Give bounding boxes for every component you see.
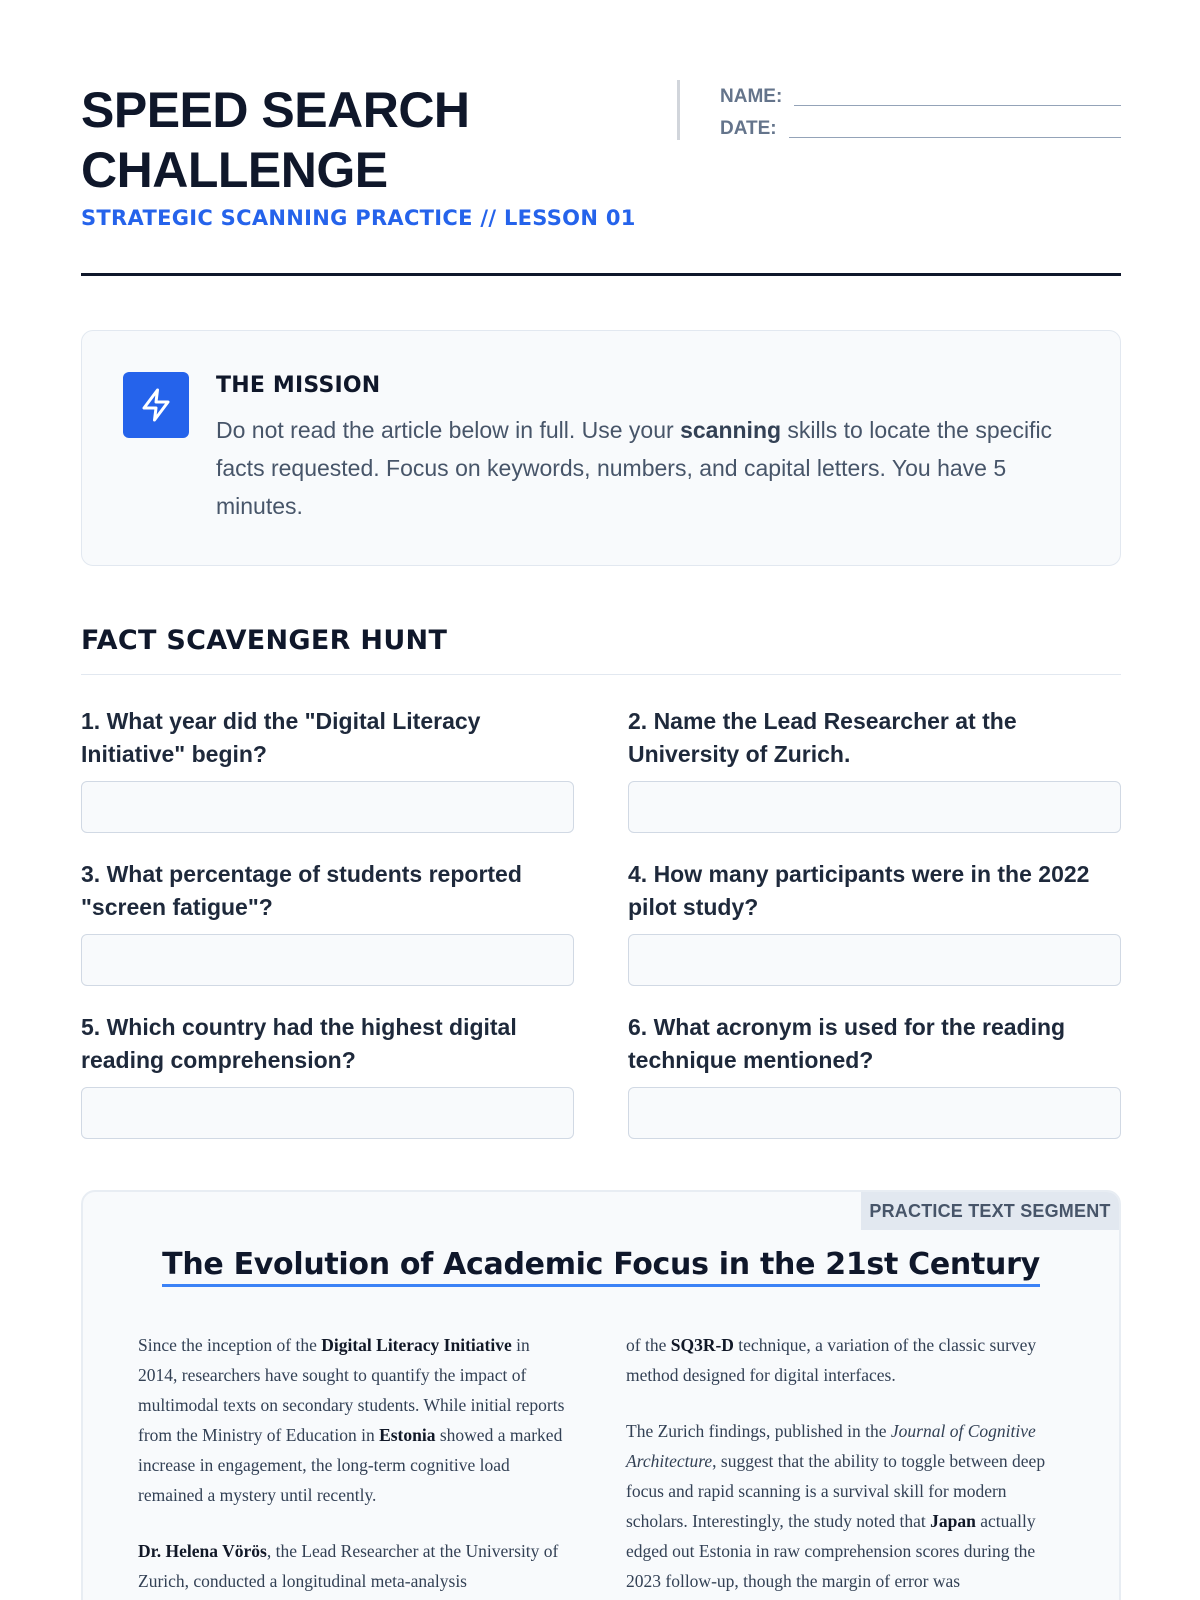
article-paragraph-4	[626, 1416, 1058, 1596]
keyword: Japan	[930, 1511, 976, 1531]
worksheet-header	[81, 80, 1121, 276]
keyword: SQ3R-D	[670, 1335, 734, 1355]
keyword: Estonia	[379, 1425, 436, 1445]
text-run: technique, a variation of the classic survey method designed for digital interfaces.	[626, 1335, 1037, 1385]
answer-input-3[interactable]	[81, 934, 574, 986]
article-title	[83, 1246, 1119, 1287]
keyword: Digital Literacy Initiative	[321, 1335, 512, 1355]
article-paragraph-2	[138, 1536, 570, 1596]
question-label: 1. What year did the "Digital Literacy Initiative" begin?	[81, 708, 481, 767]
article-title-text: The Evolution of Academic Focus in the 21st Century	[162, 1246, 1040, 1287]
journal-name: Journal of Cognitive Architecture	[626, 1421, 1036, 1471]
text-run: actually edged out Estonia in raw comprehension scores during the 2023 follow-up, though the margin of error was	[626, 1511, 1036, 1591]
article-paragraph-1	[138, 1330, 570, 1510]
student-info	[677, 80, 1121, 140]
lightning-bolt-icon	[123, 372, 189, 438]
answer-input-6[interactable]	[628, 1087, 1121, 1139]
mission-text-emphasis: scanning	[680, 417, 782, 443]
answer-input-1[interactable]	[81, 781, 574, 833]
hunt-heading: FACT SCAVENGER HUNT	[81, 625, 1121, 675]
question-label: 4. How many participants were in the 2022 pilot study?	[628, 861, 1090, 920]
question-2	[628, 705, 1121, 833]
date-row	[720, 112, 1121, 144]
question-label: 6. What acronym is used for the reading technique mentioned?	[628, 1014, 1066, 1073]
mission-box	[81, 330, 1121, 566]
page-subtitle: STRATEGIC SCANNING PRACTICE // LESSON 01	[81, 206, 636, 230]
question-label: 2. Name the Lead Researcher at the University of Zurich.	[628, 708, 1017, 767]
page-title: SPEED SEARCH CHALLENGE	[81, 82, 470, 198]
answer-input-2[interactable]	[628, 781, 1121, 833]
date-line[interactable]	[789, 136, 1121, 138]
mission-text-end: skills to locate the specific facts requested. Focus on keywords, numbers, and capital letters. You have 5 minutes.	[216, 417, 1053, 519]
keyword: Dr. Helena Vörös	[138, 1541, 267, 1561]
text-run: Since the inception of the	[138, 1335, 322, 1355]
practice-text-card	[81, 1190, 1121, 1600]
question-label: 3. What percentage of students reported "screen fatigue"?	[81, 861, 522, 920]
text-run: , suggest that the ability to toggle between deep focus and rapid scanning is a survival skill for modern scholars. Interestingly, the study noted that	[626, 1451, 1046, 1531]
answer-input-5[interactable]	[81, 1087, 574, 1139]
name-line[interactable]	[794, 104, 1121, 106]
question-4	[628, 858, 1121, 986]
practice-tag: PRACTICE TEXT SEGMENT	[861, 1192, 1119, 1230]
text-run: The Zurich findings, published in the	[626, 1421, 891, 1441]
article-columns	[138, 1330, 1058, 1600]
text-run: , the Lead Researcher at the University of Zurich, conducted a longitudinal meta-analysis	[138, 1541, 559, 1591]
article-column-right	[626, 1330, 1058, 1600]
mission-text	[216, 411, 1056, 525]
article-column-left	[138, 1330, 570, 1600]
question-1	[81, 705, 574, 833]
text-run: in 2014, researchers have sought to quantify the impact of multimodal texts on secondary students. While initial reports from the Ministry of Education in	[138, 1335, 565, 1445]
article-paragraph-3	[626, 1330, 1058, 1390]
date-label: DATE:	[720, 118, 777, 139]
text-run: showed a marked increase in engagement, the long-term cognitive load remained a mystery until recently.	[138, 1425, 563, 1505]
answer-input-4[interactable]	[628, 934, 1121, 986]
question-label: 5. Which country had the highest digital reading comprehension?	[81, 1014, 517, 1073]
title-block	[81, 80, 681, 230]
mission-text-start: Do not read the article below in full. Use your	[216, 417, 681, 443]
question-6	[628, 1011, 1121, 1139]
question-5	[81, 1011, 574, 1139]
name-row	[720, 80, 1121, 112]
mission-heading: THE MISSION	[216, 373, 381, 398]
name-label: NAME:	[720, 86, 783, 107]
question-3	[81, 858, 574, 986]
text-run: of the	[626, 1335, 671, 1355]
